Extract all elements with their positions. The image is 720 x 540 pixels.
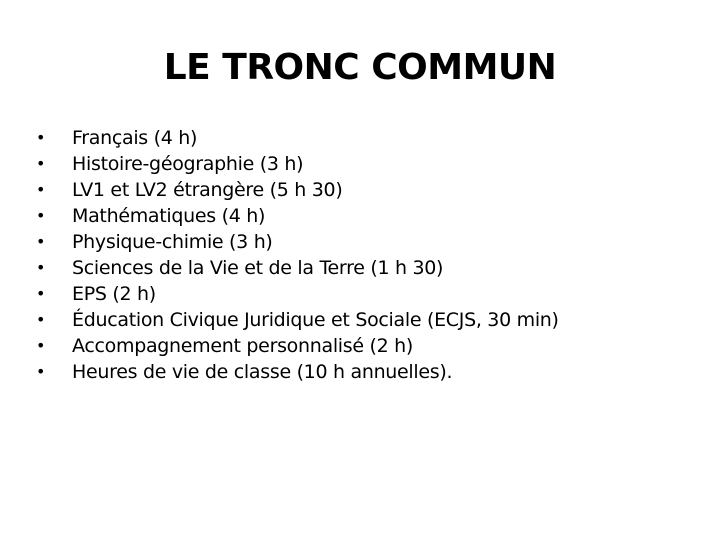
slide-title: LE TRONC COMMUN (163, 47, 557, 88)
bullet-icon: • (36, 310, 46, 329)
list-item-text: EPS (2 h) (72, 283, 156, 305)
bullet-icon: • (36, 206, 46, 225)
bullet-icon: • (36, 128, 46, 147)
list-item-text: Français (4 h) (72, 127, 198, 149)
bullet-icon: • (36, 154, 46, 173)
bullet-icon: • (36, 336, 46, 355)
list-item-text: Mathématiques (4 h) (72, 205, 266, 227)
list-item-text: Éducation Civique Juridique et Sociale (ECJS, 30 min) (72, 309, 559, 331)
list-item-text: Histoire-géographie (3 h) (72, 153, 304, 175)
list-item-text: Physique-chimie (3 h) (72, 231, 273, 253)
list-item-text: Accompagnement personnalisé (2 h) (72, 335, 414, 357)
bullet-icon: • (36, 232, 46, 251)
bullet-icon: • (36, 362, 46, 381)
list-item-text: LV1 et LV2 étrangère (5 h 30) (72, 179, 343, 201)
bullet-icon: • (36, 258, 46, 277)
list-item-text: Heures de vie de classe (10 h annuelles). (72, 361, 453, 383)
list-item-text: Sciences de la Vie et de la Terre (1 h 30) (72, 257, 444, 279)
bullet-icon: • (36, 284, 46, 303)
bullet-icon: • (36, 180, 46, 199)
